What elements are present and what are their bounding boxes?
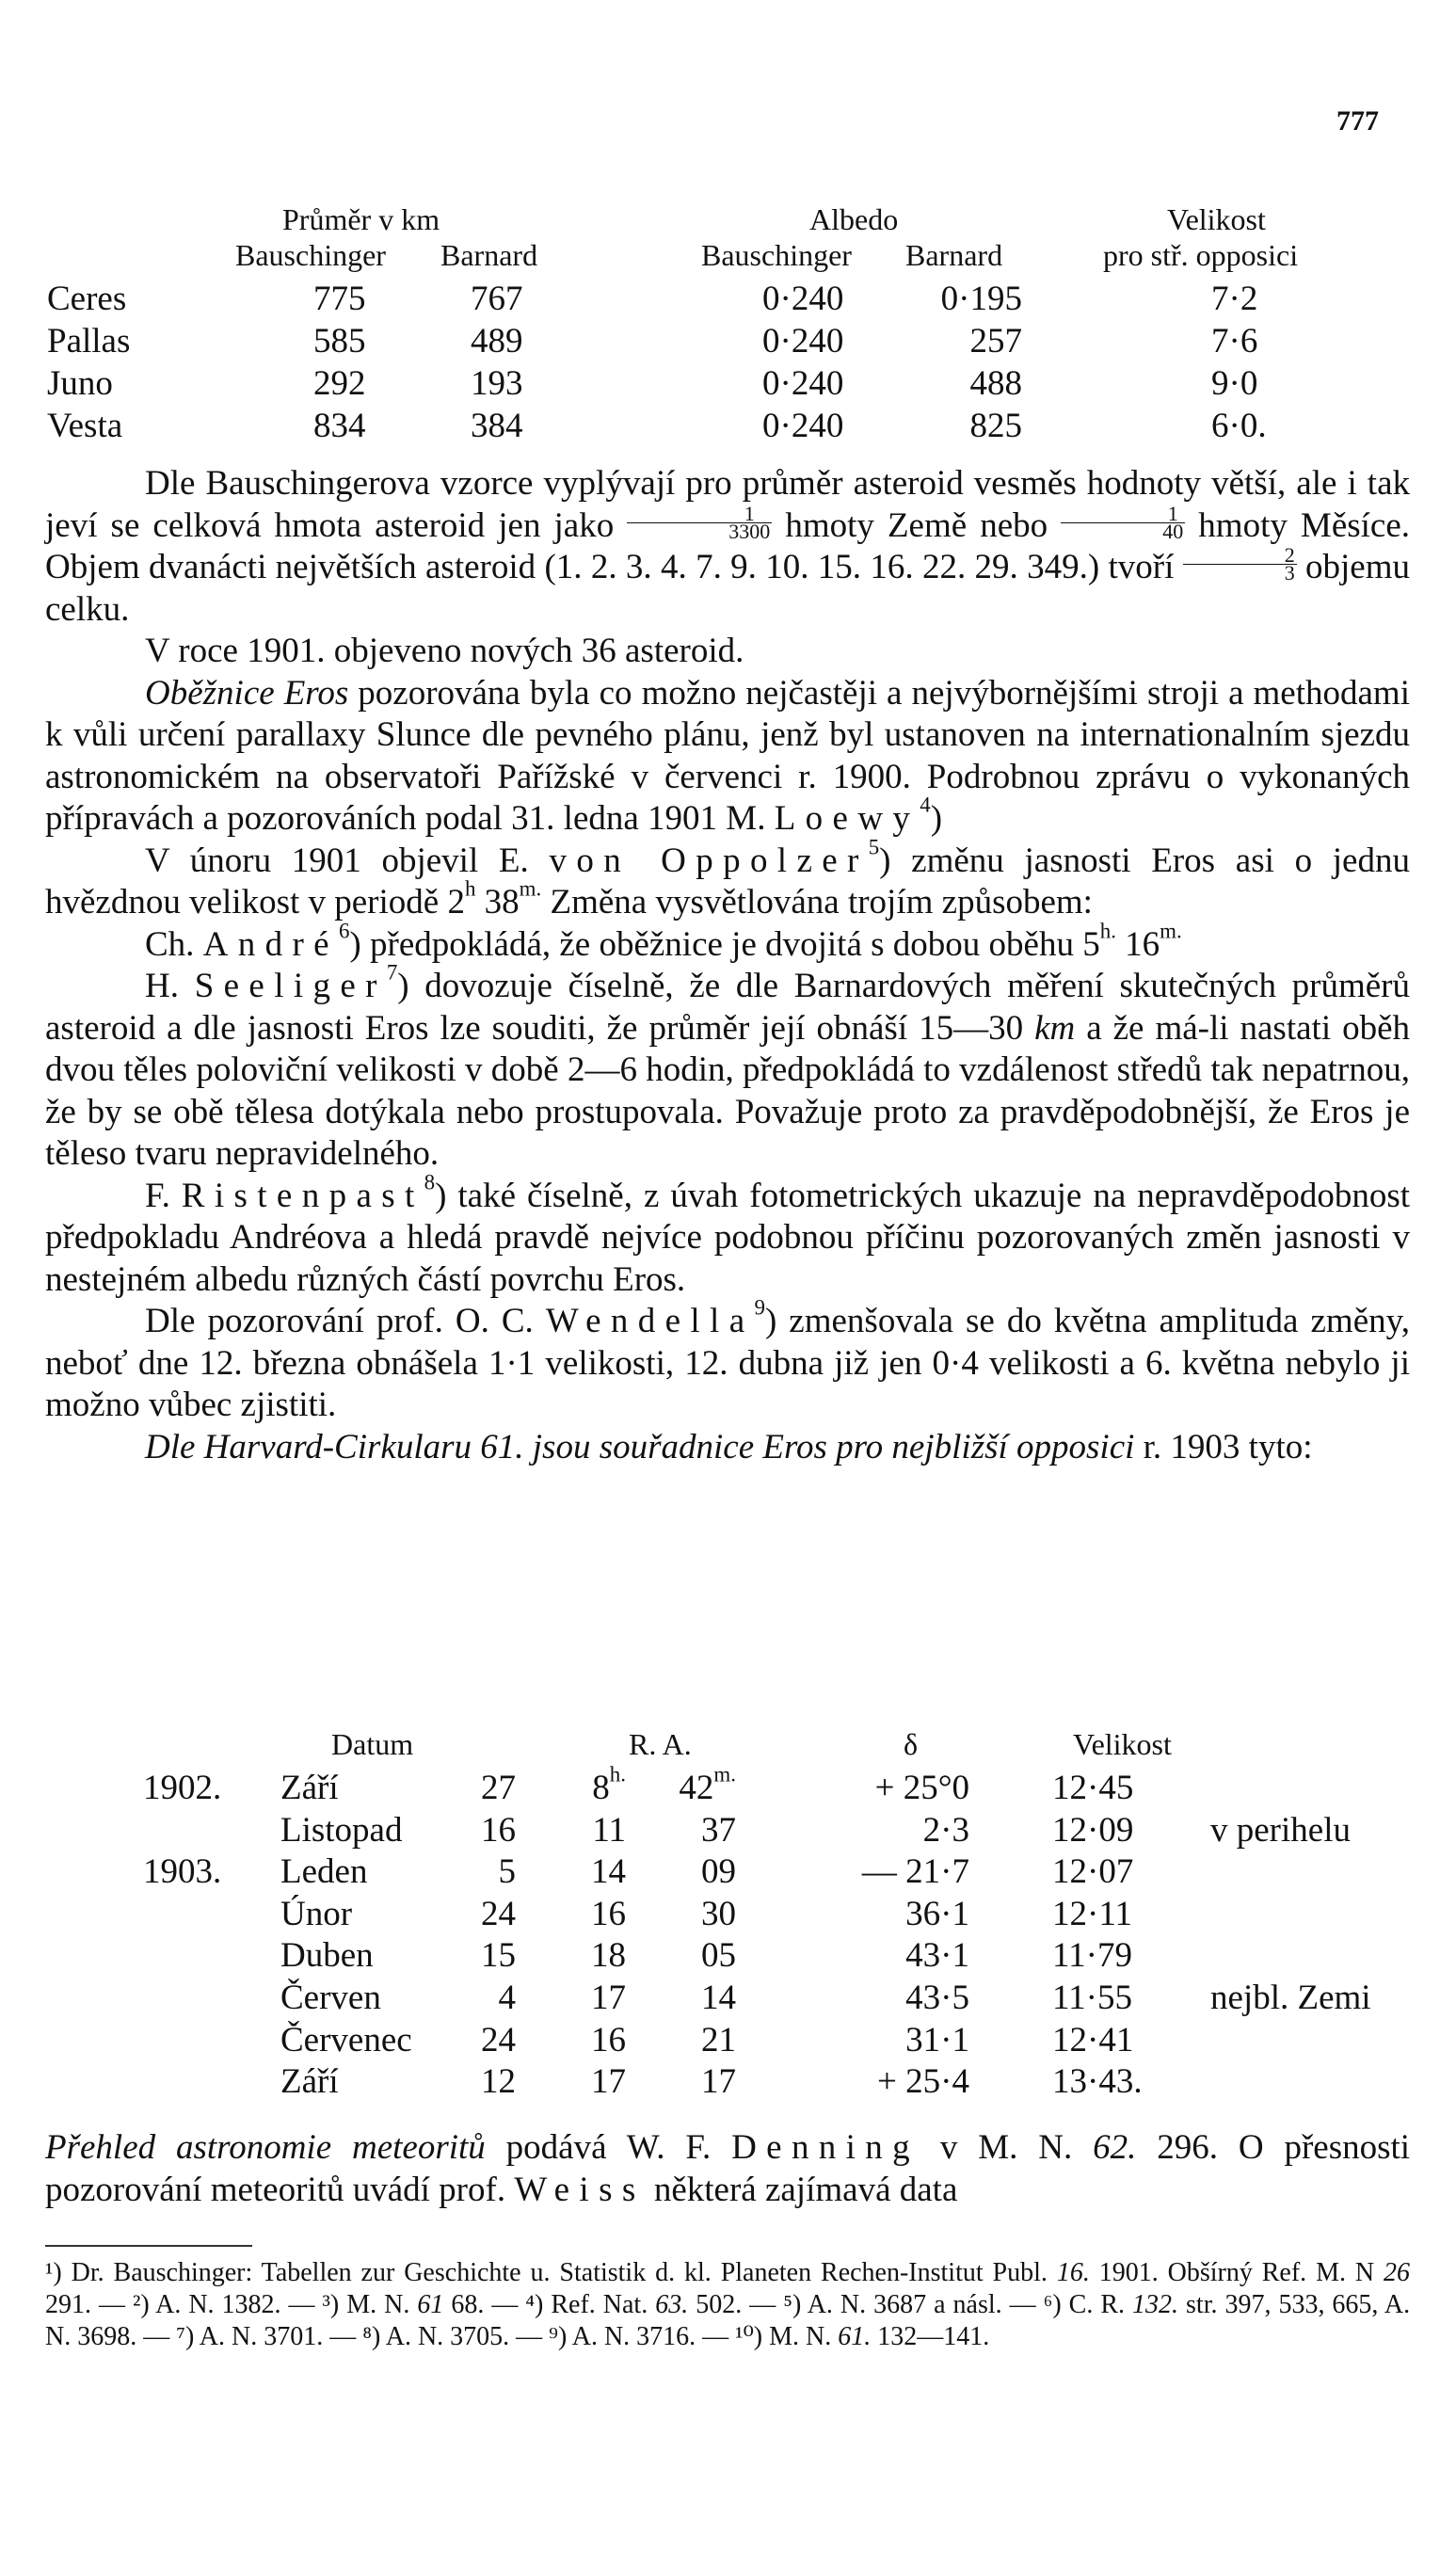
- paragraph-ristenpast: [45, 1170, 1410, 1302]
- footnote-text: str. 397, 533, 665, A. N. 3698. — ⁷) A. N. 3701. — ⁸) A. N. 3705. — ⁹) A. N. 3716. — ¹⁰) M. N.: [45, 2290, 1411, 2351]
- footnote-ref: 9: [754, 1295, 765, 1320]
- row-mag: 9·0: [1211, 364, 1258, 403]
- ephemeris-dec: [819, 1894, 969, 1934]
- page-number: 777: [1336, 105, 1379, 136]
- cell-text: 17: [591, 2062, 626, 2102]
- ephemeris-month: [280, 1768, 339, 1808]
- text-span: ) předpokládá, že oběžnice je dvojitá s dobou oběhu 5: [349, 924, 1100, 964]
- cell-text: Duben: [280, 1936, 374, 1976]
- footnote-italic: 16.: [1056, 2258, 1090, 2287]
- ephemeris-month: [280, 1978, 381, 2018]
- ephemeris-ra-m: [670, 1762, 736, 1808]
- cell-text: 8: [592, 1769, 610, 1807]
- unit-sup: m.: [713, 1762, 736, 1787]
- text-span: r. 1903 tyto:: [1143, 1427, 1313, 1466]
- cell-text: 16: [591, 1894, 626, 1933]
- row-a2: 0·195: [940, 280, 1022, 318]
- fraction-den: 3300: [728, 519, 771, 543]
- meteorites-text: [45, 2127, 1410, 2211]
- footnote-text: 132—141.: [877, 2322, 990, 2351]
- footnote-ref: 8: [424, 1170, 436, 1194]
- row-d1: 775: [313, 280, 366, 318]
- cell-text: Únor: [280, 1894, 353, 1933]
- ephemeris-note: [1210, 1978, 1371, 2018]
- text-span: hmoty Měsíce. Objem dvanácti největších asteroid (1. 2. 3. 4. 7. 9. 10. 15. 16. 22. 29. 349.) tvoří: [45, 505, 1411, 586]
- text-span: v M. N.: [939, 2128, 1073, 2167]
- head-ra: R. A.: [629, 1727, 692, 1761]
- cell-text: 43·1: [905, 1936, 969, 1976]
- text-span: podává W. F.: [505, 2128, 712, 2167]
- ephemeris-day: [440, 1810, 516, 1851]
- footnote-italic: 61.: [838, 2322, 872, 2351]
- ephemeris-mag: [1052, 1935, 1132, 1976]
- row-d2: 193: [471, 364, 523, 403]
- cell-text: Červen: [280, 1979, 381, 2017]
- cell-text: 16: [481, 1810, 516, 1850]
- italic-volume: 62.: [1093, 2128, 1137, 2167]
- cell-text: 11: [592, 1810, 626, 1850]
- spaced-name: Wendella: [545, 1302, 755, 1340]
- cell-text: 12·11: [1052, 1894, 1132, 1933]
- fraction: [1183, 543, 1297, 585]
- cell-text: 13·43.: [1052, 2062, 1143, 2102]
- footnote-italic: 26: [1384, 2258, 1411, 2287]
- ephemeris-dec: [819, 1935, 969, 1976]
- head-albedo: Albedo: [809, 202, 899, 236]
- ephemeris-month: [280, 1935, 374, 1976]
- cell-text: 12: [481, 2062, 516, 2102]
- footnote-text: 1901. Obšírný Ref. M. N: [1098, 2258, 1375, 2287]
- unit-sup: m.: [1160, 919, 1182, 943]
- fraction: [1061, 501, 1185, 543]
- cell-text: 16: [591, 2020, 626, 2059]
- italic-term: jsou souřadnice Eros pro nejbližší opposici: [532, 1427, 1135, 1466]
- text-span: ): [930, 799, 943, 838]
- ephemeris-mag: [1052, 1768, 1133, 1808]
- text-span: pozorována byla co možno nejčastěji a nejvýbornějšími stroji a methodami k vůli určení parallaxy Slunce dle pevného plánu, jenž byl ustanoven na internationalním sjezdu astronomickém na observatoři Pařížské v červenci r. 1900. Podrobnou zprávu o vykonaných přípravách a pozorováních podal 31. ledna 1901 M.: [45, 673, 1410, 838]
- ephemeris-dec: [819, 1978, 969, 2018]
- fraction-num: 1: [627, 505, 772, 523]
- row-d1: 834: [313, 407, 366, 445]
- footnote-text: ¹) Dr. Bauschinger: Tabellen zur Geschichte u. Statistik d. kl. Planeten Rechen-Institut Publ.: [45, 2258, 1048, 2287]
- spaced-name: Loewy: [774, 799, 920, 838]
- unit-sup: m.: [519, 876, 542, 901]
- italic-term: Přehled astronomie meteoritů: [45, 2128, 486, 2167]
- row-mag: 6·0.: [1211, 407, 1267, 445]
- cell-text: 14: [591, 1852, 626, 1892]
- cell-text: 12·45: [1052, 1769, 1134, 1807]
- cell-text: 30: [701, 1894, 736, 1933]
- ephemeris-ra-m: [670, 1978, 736, 2018]
- ephemeris-dec: [819, 1810, 969, 1851]
- cell-text: 09: [701, 1852, 736, 1892]
- row-a1: 0·240: [762, 364, 844, 403]
- fraction-num: 1: [1061, 505, 1185, 523]
- ephemeris-mag: [1052, 2020, 1133, 2060]
- cell-text: 36·1: [905, 1894, 969, 1933]
- ephemeris-mag: [1052, 2061, 1143, 2102]
- cell-text: — 21·7: [861, 1852, 969, 1892]
- text-span: F.: [145, 1176, 170, 1215]
- paragraph-andre: [45, 919, 1410, 967]
- paragraph-oppolzer: [45, 835, 1410, 924]
- head-date: Datum: [331, 1727, 414, 1761]
- ephemeris-day: [440, 1768, 516, 1808]
- fraction-den: 40: [1162, 519, 1184, 543]
- footnote-italic: 132.: [1132, 2290, 1179, 2319]
- ephemeris-ra-h: [574, 1762, 626, 1808]
- row-d1: 292: [313, 364, 366, 403]
- text-span: Dle pozorování prof. O. C.: [145, 1302, 534, 1340]
- row-a2: 825: [969, 407, 1022, 445]
- text-span: Dle Bauschingerova vzorce vyplývají pro průměr asteroid vesměs hodnoty větší, ale i tak jeví se celková hmota asteroid jen jako: [45, 464, 1410, 545]
- cell-text: 18: [591, 1936, 626, 1976]
- cell-text: v perihelu: [1210, 1810, 1351, 1850]
- spaced-name: Denning: [731, 2128, 920, 2167]
- ephemeris-ra-h: [574, 1978, 626, 2018]
- sub-bauschinger-a: Bauschinger: [701, 238, 852, 272]
- fraction-den: 3: [1284, 561, 1295, 585]
- fraction: [627, 501, 772, 543]
- text-span: Změna vysvětlována trojím způsobem:: [541, 883, 1093, 921]
- ephemeris-mag: [1052, 1978, 1132, 2018]
- ephemeris-mag: [1052, 1894, 1132, 1934]
- cell-text: 27: [481, 1769, 516, 1807]
- cell-text: + 25°0: [874, 1769, 969, 1807]
- cell-text: 2·3: [922, 1810, 969, 1850]
- ephemeris-ra-m: [670, 2061, 736, 2102]
- cell-text: 5: [498, 1852, 516, 1892]
- cell-text: nejbl. Zemi: [1210, 1979, 1371, 2017]
- cell-text: 12·41: [1052, 2020, 1134, 2059]
- paragraph-seeliger: [45, 960, 1411, 1176]
- row-d2: 767: [471, 280, 523, 318]
- text-span: objemu celku.: [45, 548, 1411, 629]
- paragraph-mass: [45, 463, 1410, 631]
- ephemeris-day: [440, 1894, 516, 1934]
- cell-text: 1902.: [143, 1769, 222, 1807]
- row-name: Juno: [47, 364, 113, 403]
- ephemeris-ra-m: [670, 1894, 736, 1934]
- cell-text: 31·1: [905, 2020, 969, 2059]
- text-span: Ch.: [145, 924, 195, 964]
- ephemeris-day: [440, 1851, 516, 1892]
- ephemeris-ra-m: [670, 2020, 736, 2060]
- row-a1: 0·240: [762, 407, 844, 445]
- cell-text: 12·09: [1052, 1810, 1134, 1850]
- cell-text: Leden: [280, 1852, 368, 1892]
- italic-term: Dle Harvard-Cirkularu 61.: [145, 1427, 524, 1466]
- text-span: hmoty Země nebo: [785, 505, 1048, 545]
- ephemeris-month: [280, 2020, 412, 2060]
- cell-text: 24: [481, 2020, 516, 2059]
- footnote-italic: 63.: [655, 2290, 689, 2319]
- footnote-italic: 61: [417, 2290, 444, 2319]
- text-span: 16: [1115, 924, 1160, 964]
- row-name: Vesta: [47, 407, 123, 445]
- cell-text: 15: [481, 1936, 516, 1976]
- text-span: V únoru 1901 objevil E.: [145, 841, 529, 880]
- cell-text: 1903.: [143, 1852, 222, 1892]
- footnote-ref: 6: [338, 919, 350, 943]
- paragraph-harvard: [45, 1427, 1410, 1469]
- head-dec: δ: [904, 1727, 919, 1761]
- sub-barnard-d: Barnard: [440, 238, 538, 272]
- ephemeris-ra-h: [574, 1894, 626, 1934]
- text-span: H.: [145, 967, 179, 1005]
- sub-opposition: pro stř. opposici: [1103, 238, 1299, 272]
- sub-barnard-a: Barnard: [905, 238, 1003, 272]
- sub-bauschinger-d: Bauschinger: [235, 238, 386, 272]
- ephemeris-ra-h: [574, 1935, 626, 1976]
- spaced-name: Weiss: [514, 2170, 646, 2209]
- cell-text: 4: [498, 1979, 516, 2017]
- text-span: některá zajímavá data: [653, 2170, 958, 2209]
- text-span: ) změnu jasnosti Eros asi o jednu hvězdnou velikost v periodě 2: [45, 841, 1410, 921]
- ephemeris-note: [1210, 1810, 1351, 1851]
- unit-sup: h: [464, 876, 476, 901]
- cell-text: 17: [701, 2062, 736, 2102]
- row-a2: 257: [969, 322, 1022, 361]
- ephemeris-dec: [819, 1851, 969, 1892]
- cell-text: 42: [679, 1769, 714, 1807]
- ephemeris-dec: [819, 2020, 969, 2060]
- unit-sup: h.: [1099, 919, 1116, 943]
- ephemeris-ra-m: [670, 1935, 736, 1976]
- ephemeris-mag: [1052, 1851, 1133, 1892]
- row-a2: 488: [969, 364, 1022, 403]
- footnote-ref: 7: [386, 960, 398, 985]
- row-d2: 489: [471, 322, 523, 361]
- unit-sup: h.: [609, 1762, 626, 1787]
- ephemeris-ra-m: [670, 1810, 736, 1851]
- ephemeris-ra-h: [574, 2020, 626, 2060]
- text-span: ) také číselně, z úvah fotometrických ukazuje na nepravděpodobnost předpokladu Andréova a hledá pravdě nejvíce podobnou příčinu pozorovaných změn jasnosti v nestejném albedu různých částí povrchu Eros.: [45, 1176, 1410, 1299]
- ephemeris-ra-h: [574, 2061, 626, 2102]
- footnote-ref: 4: [920, 793, 931, 817]
- italic-unit: km: [1034, 1008, 1076, 1048]
- ephemeris-ra-m: [670, 1851, 736, 1892]
- paragraph-eros: [45, 673, 1410, 841]
- cell-text: Listopad: [280, 1810, 403, 1850]
- spaced-name: Ristenpast: [181, 1176, 424, 1215]
- paragraph-meteorites: [45, 2127, 1410, 2211]
- text-span: ) dovozuje číselně, že dle Barnardových měření skutečných průměrů asteroid a dle jasnosti Eros lze souditi, že průměr její obnáší 15—30: [45, 967, 1411, 1048]
- row-a1: 0·240: [762, 322, 844, 361]
- cell-text: 37: [701, 1810, 736, 1850]
- ephemeris-mag: [1052, 1810, 1133, 1851]
- ephemeris-day: [440, 2061, 516, 2102]
- cell-text: 43·5: [905, 1979, 969, 2017]
- fraction-num: 2: [1183, 547, 1297, 565]
- spaced-name: André: [202, 924, 339, 964]
- row-mag: 7·2: [1211, 280, 1258, 318]
- spaced-name: Seeliger: [194, 967, 387, 1005]
- ephemeris-dec: [819, 1768, 969, 1808]
- italic-term: Oběžnice Eros: [145, 673, 349, 713]
- ephemeris-month: [280, 1851, 367, 1892]
- spaced-name: von Oppolzer: [549, 841, 869, 880]
- row-d1: 585: [313, 322, 366, 361]
- main-text: [45, 463, 1410, 1468]
- row-mag: 7·6: [1211, 322, 1258, 361]
- footnote-text: 291. — ²) A. N. 1382. — ³) M. N.: [45, 2290, 410, 2319]
- cell-text: 24: [481, 1894, 516, 1933]
- row-name: Pallas: [47, 322, 131, 361]
- cell-text: 21: [701, 2020, 736, 2059]
- cell-text: 05: [701, 1936, 736, 1976]
- cell-text: Září: [280, 2062, 339, 2102]
- ephemeris-ra-h: [574, 1851, 626, 1892]
- ephemeris-month: [280, 1894, 352, 1934]
- paragraph-new-asteroids: V roce 1901. objeveno nových 36 asteroid.: [145, 632, 744, 670]
- ephemeris-ra-h: [574, 1810, 626, 1851]
- text-span: 38: [475, 883, 520, 921]
- cell-text: 11·55: [1052, 1979, 1132, 2017]
- cell-text: 11·79: [1052, 1936, 1132, 1976]
- row-name: Ceres: [47, 280, 127, 318]
- footnote-divider: [45, 2245, 252, 2247]
- footnotes: [45, 2257, 1410, 2353]
- ephemeris-dec: [819, 2061, 969, 2102]
- ephemeris-month: [280, 2061, 339, 2102]
- text-span: a že má-li nastati oběh dvou těles poloviční velikosti v době 2—6 hodin, předpokládá to vzdálenost středů tak nepatrnou, že by se obě tělesa dotýkala nebo prostupovala. Považuje proto za pravděpodobnější, že Eros je těleso tvaru nepravidelného.: [45, 1008, 1411, 1173]
- cell-text: 14: [701, 1979, 736, 2017]
- ephemeris-year: [143, 1768, 221, 1808]
- ephemeris-day: [440, 1935, 516, 1976]
- cell-text: 12·07: [1052, 1852, 1134, 1892]
- cell-text: + 25·4: [877, 2062, 969, 2102]
- footnote-text: 502. — ⁵) A. N. 3687 a násl. — ⁶) C. R.: [696, 2290, 1126, 2319]
- head-magnitude: Velikost: [1073, 1727, 1172, 1761]
- cell-text: Září: [280, 1769, 339, 1807]
- ephemeris-month: [280, 1810, 402, 1851]
- row-d2: 384: [471, 407, 523, 445]
- ephemeris-year: [143, 1851, 221, 1892]
- head-magnitude: Velikost: [1167, 202, 1266, 236]
- cell-text: 17: [591, 1979, 626, 2017]
- text-span: ) zmenšovala se do května amplituda změny, neboť dne 12. března obnášela 1·1 velikosti, 12. dubna již jen 0·4 velikosti a 6. května nebylo ji možno vůbec zjistiti.: [45, 1302, 1410, 1424]
- footnote-ref: 5: [868, 835, 880, 859]
- text-span: 296. O přesnosti pozorování meteoritů uvádí prof.: [45, 2128, 1411, 2209]
- paragraph-wendell: [45, 1295, 1410, 1427]
- cell-text: Červenec: [280, 2020, 412, 2059]
- ephemeris-day: [440, 1978, 516, 2018]
- head-diameter: Průměr v km: [282, 202, 440, 236]
- ephemeris-day: [440, 2020, 516, 2060]
- footnote-text: 68. — ⁴) Ref. Nat.: [451, 2290, 648, 2319]
- row-a1: 0·240: [762, 280, 844, 318]
